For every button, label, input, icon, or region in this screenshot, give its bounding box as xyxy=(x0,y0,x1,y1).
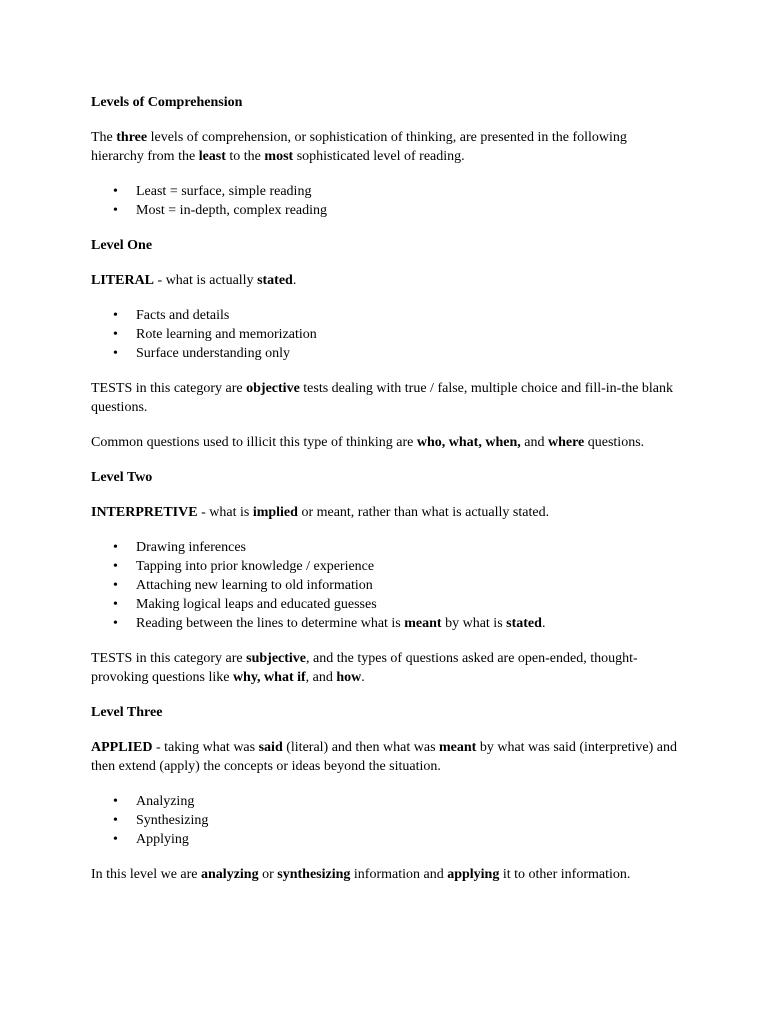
definition-text: . xyxy=(292,273,297,288)
list-item xyxy=(91,344,681,363)
bold-implied: implied xyxy=(252,505,298,520)
definition-text: - what is actually xyxy=(154,273,258,288)
intro-bold-three: three xyxy=(116,130,148,145)
level-three-definition xyxy=(91,738,681,776)
list-item-text: Analyzing xyxy=(136,794,195,809)
definition-text: (literal) and then what was xyxy=(282,740,440,755)
level-one-heading: Level One xyxy=(91,238,153,253)
bold-who-what-when: who, what, when, xyxy=(416,435,521,450)
list-item-text: Applying xyxy=(136,832,189,847)
bullet-icon: • xyxy=(113,559,118,574)
intro-bullet-list xyxy=(91,182,681,220)
list-item-text: Tapping into prior knowledge / experience xyxy=(136,559,375,574)
bold-objective: objective xyxy=(246,381,300,396)
list-item xyxy=(91,792,681,811)
bold-stated: stated xyxy=(257,273,293,288)
bullet-icon: • xyxy=(113,578,118,593)
tests-text: tests dealing with true / false, multiple choice and fill-in-the blank questions. xyxy=(91,381,674,415)
level-two-bullet-list xyxy=(91,538,681,633)
bullet-icon: • xyxy=(113,794,118,809)
bold-subjective: subjective xyxy=(246,651,307,666)
list-item xyxy=(91,557,681,576)
list-item xyxy=(91,811,681,830)
list-item xyxy=(91,306,681,325)
list-item-text: . xyxy=(541,616,546,631)
bold-where: where xyxy=(547,435,585,450)
list-item xyxy=(91,576,681,595)
list-item xyxy=(91,614,681,633)
list-item-text: Facts and details xyxy=(136,308,230,323)
bullet-icon: • xyxy=(113,616,118,631)
tests-text: . xyxy=(361,670,365,685)
bold-how: how xyxy=(336,670,362,685)
bold-said: said xyxy=(258,740,283,755)
list-item xyxy=(91,182,681,201)
level-one-tests-paragraph xyxy=(91,379,681,417)
summary-text: or xyxy=(258,867,278,882)
list-item-text: Making logical leaps and educated guesses xyxy=(136,597,377,612)
summary-text: it to other information. xyxy=(499,867,631,882)
common-text: questions. xyxy=(584,435,645,450)
level-three-summary xyxy=(91,865,681,884)
bold-why-what-if: why, what if xyxy=(232,670,306,685)
intro-text-3: to the xyxy=(225,149,265,164)
list-item xyxy=(91,325,681,344)
level-three-bullet-list xyxy=(91,792,681,849)
list-item xyxy=(91,830,681,849)
bullet-icon: • xyxy=(113,308,118,323)
bullet-icon: • xyxy=(113,832,118,847)
list-item-text: Most = in-depth, complex reading xyxy=(136,203,328,218)
definition-text: - taking what was xyxy=(152,740,259,755)
summary-text: information and xyxy=(350,867,448,882)
bold-analyzing: analyzing xyxy=(201,867,259,882)
bullet-icon: • xyxy=(113,813,118,828)
tests-text: , and the types of questions asked are open-ended, thought-provoking questions like xyxy=(91,651,638,685)
level-two-tests-paragraph xyxy=(91,649,681,687)
list-item-text: by what is xyxy=(441,616,507,631)
intro-text-1: The xyxy=(91,130,117,145)
level-one-common-questions xyxy=(91,433,681,452)
document-content xyxy=(91,93,681,900)
document-title: Levels of Comprehension xyxy=(91,95,243,110)
definition-text: by what was said (interpretive) and then extend (apply) the concepts or ideas beyond the situation. xyxy=(91,740,677,774)
bullet-icon: • xyxy=(113,327,118,342)
common-text: and xyxy=(520,435,548,450)
bold-synthesizing: synthesizing xyxy=(277,867,351,882)
bullet-icon: • xyxy=(113,597,118,612)
bullet-icon: • xyxy=(113,540,118,555)
bold-stated: stated xyxy=(506,616,542,631)
list-item-text: Synthesizing xyxy=(136,813,209,828)
definition-text: - what is xyxy=(197,505,253,520)
intro-text-2: levels of comprehension, or sophistication of thinking, are presented in the following hierarchy from the xyxy=(91,130,627,164)
list-item-text: Surface understanding only xyxy=(136,346,290,361)
tests-text: TESTS in this category are xyxy=(91,651,247,666)
bullet-icon: • xyxy=(113,346,118,361)
list-item xyxy=(91,201,681,220)
level-two-heading: Level Two xyxy=(91,470,153,485)
tests-text: TESTS in this category are xyxy=(91,381,247,396)
list-item-text: Rote learning and memorization xyxy=(136,327,317,342)
common-text: Common questions used to illicit this type of thinking are xyxy=(91,435,417,450)
bullet-icon: • xyxy=(113,203,118,218)
level-two-definition xyxy=(91,503,681,522)
list-item-text: Reading between the lines to determine what is xyxy=(136,616,405,631)
level-three-heading: Level Three xyxy=(91,705,163,720)
bold-meant: meant xyxy=(404,616,442,631)
level-one-definition xyxy=(91,271,681,290)
intro-text-4: sophisticated level of reading. xyxy=(293,149,465,164)
bold-applying: applying xyxy=(447,867,500,882)
definition-text: or meant, rather than what is actually stated. xyxy=(297,505,550,520)
applied-term: APPLIED xyxy=(91,740,153,755)
list-item xyxy=(91,595,681,614)
intro-bold-most: most xyxy=(264,149,294,164)
list-item-text: Least = surface, simple reading xyxy=(136,184,312,199)
tests-text: , and xyxy=(305,670,337,685)
intro-bold-least: least xyxy=(198,149,226,164)
interpretive-term: INTERPRETIVE xyxy=(91,505,198,520)
level-one-bullet-list xyxy=(91,306,681,363)
bullet-icon: • xyxy=(113,184,118,199)
list-item-text: Attaching new learning to old information xyxy=(136,578,373,593)
intro-paragraph xyxy=(91,128,681,166)
bold-meant: meant xyxy=(439,740,477,755)
list-item xyxy=(91,538,681,557)
summary-text: In this level we are xyxy=(91,867,202,882)
literal-term: LITERAL xyxy=(91,273,155,288)
list-item-text: Drawing inferences xyxy=(136,540,247,555)
